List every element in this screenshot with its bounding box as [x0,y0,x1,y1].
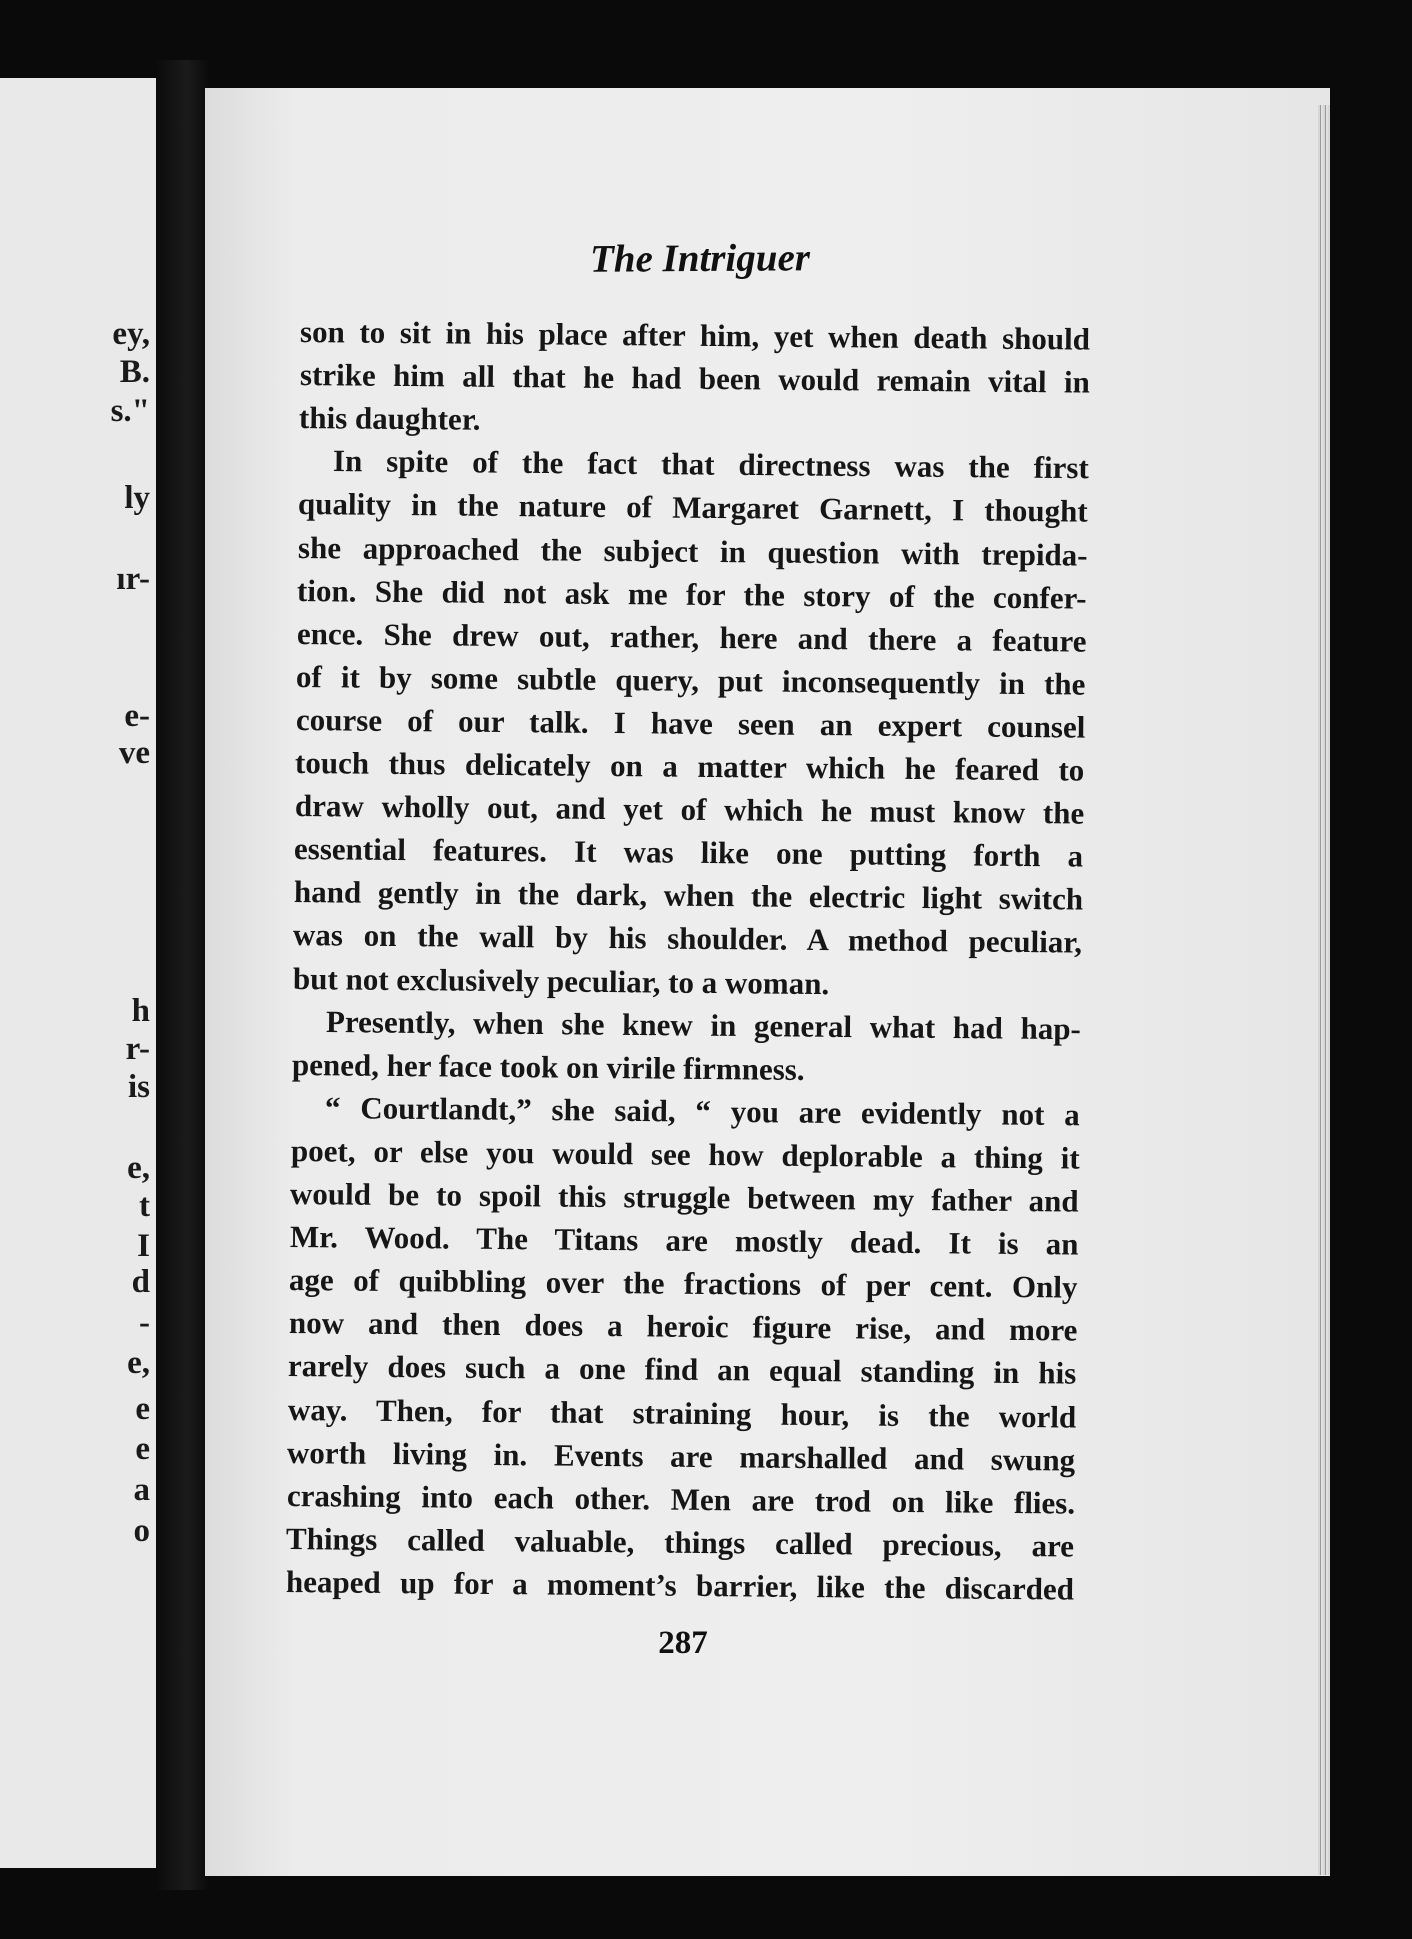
previous-page-text-fragment: ve [118,735,150,771]
text-line: of it by some subtle query, put inconsequently in the [295,658,1086,702]
previous-page-text-fragment: e [135,1431,150,1467]
text-line: but not exclusively peculiar, to a woman. [292,960,830,1001]
text-line: now and then does a heroic figure rise, and more [288,1305,1078,1348]
previous-page-text-fragment: e- [124,698,150,734]
text-line: she approached the subject in question with trepida- [297,529,1088,573]
text-line: tion. She did not ask me for the story of the confer- [296,572,1087,616]
text-line: heaped up for a moment’s barrier, like the discarded [285,1563,1075,1607]
text-line: worth living in. Events are marshalled and swung [287,1434,1076,1478]
text-line: essential features. It was like one putting forth a [294,831,1084,874]
text-line: strike him all that he had been would remain vital in [299,357,1090,400]
text-line: ence. She drew out, rather, here and there a feature [296,615,1087,659]
text-line: was on the wall by his shoulder. A method peculiar, [293,917,1083,960]
previous-page-text-fragment: - [139,1305,150,1341]
text-line: this daughter. [298,400,481,437]
previous-page-text-fragment: e, [127,1345,150,1381]
text-line: would be to spoil this struggle between my father and [290,1176,1080,1219]
previous-page-text-fragment: B. [119,354,150,390]
text-line: rarely does such a one find an equal standing in his [288,1348,1077,1391]
text-line: draw wholly out, and yet of which he must know the [294,788,1085,831]
text-line: hand gently in the dark, when the electric light switch [293,874,1083,917]
text-line: crashing into each other. Men are trod on like flies. [286,1477,1076,1521]
text-line: way. Then, for that straining hour, is the world [287,1391,1077,1435]
text-line: In spite of the fact that directness was the first [332,443,1089,486]
previous-page-text-fragment: t [139,1188,150,1224]
text-line: course of our talk. I have seen an expert counsel [295,701,1086,745]
previous-page-text-fragment: r- [125,1031,150,1067]
text-line: Mr. Wood. The Titans are mostly dead. It is an [289,1219,1079,1262]
previous-page-text-fragment: d [131,1264,150,1300]
previous-page-text-fragment: ey, [112,316,150,352]
previous-page-text-fragment: a [133,1472,150,1508]
text-line: touch thus delicately on a matter which he feared to [295,745,1085,788]
text-line: Presently, when she knew in general what had hap- [326,1003,1082,1046]
previous-page-text-fragment: s." [110,393,150,429]
previous-page-text-fragment: o [133,1513,150,1549]
text-line: age of quibbling over the fractions of per cent. Only [289,1262,1078,1305]
previous-page-text-fragment: e [135,1391,150,1427]
previous-page-text-fragment: h [131,993,150,1029]
previous-page-text-fragment: is [127,1069,150,1105]
text-line: pened, her face took on virile firmness. [291,1046,805,1087]
text-line: son to sit in his place after him, yet when death should [299,314,1091,357]
previous-page-text-fragment: e, [127,1150,150,1186]
running-head: The Intriguer [589,236,811,281]
text-line: Things called valuable, things called precious, are [286,1520,1075,1564]
text-line: poet, or else you would see how deplorable a thing it [290,1132,1080,1176]
previous-page-text-fragment: I [137,1228,150,1264]
text-line: “ Courtlandt,” she said, “ you are evidently not a [325,1089,1081,1133]
text-line: quality in the nature of Margaret Garnett, I thought [297,486,1088,529]
previous-page-text-fragment: ır- [116,561,150,597]
page-number: 287 [658,1625,708,1661]
previous-page-text-fragment: ly [124,480,150,516]
